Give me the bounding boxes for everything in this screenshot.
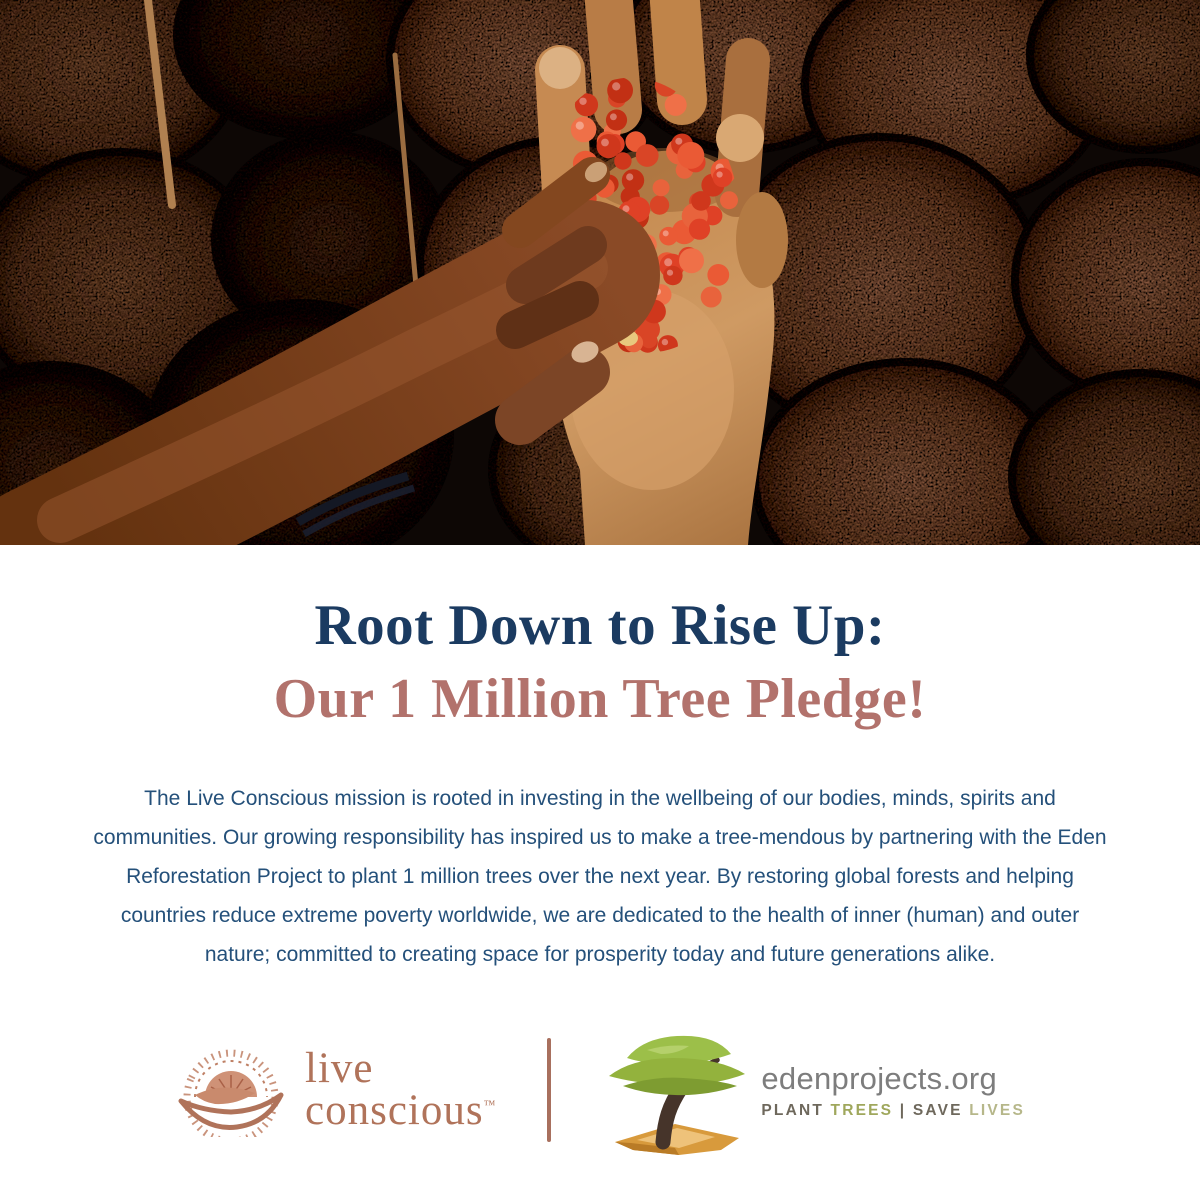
wordmark-live: live: [305, 1045, 374, 1093]
partner-logos-row: [0, 1024, 1200, 1156]
content-section: [0, 545, 1200, 1156]
body-line: The Live Conscious mission is rooted in investing in the wellbeing of our bodies, minds, spirits and: [144, 787, 1056, 811]
live-conscious-wordmark: [305, 1045, 496, 1135]
tagline-lives: LIVES: [969, 1101, 1025, 1119]
headline-line2: Our 1 Million Tree Pledge!: [273, 667, 927, 730]
tagline-trees: TREES: [830, 1101, 894, 1119]
eden-domain-text: edenprojects.org: [761, 1060, 998, 1096]
hero-photo-seeds-in-hands: [0, 0, 1200, 545]
body-line: Reforestation Project to plant 1 million trees over the next year. By restoring global forests and helping: [126, 865, 1074, 889]
eden-wordmark-block: [761, 1061, 1025, 1120]
mission-paragraph: [0, 779, 1200, 974]
body-line: countries reduce extreme poverty worldwide, we are dedicated to the health of inner (human) and outer: [120, 904, 1080, 928]
live-conscious-logo: [175, 1043, 495, 1137]
trademark-symbol: ™: [483, 1097, 496, 1112]
tagline-save: SAVE: [912, 1101, 963, 1119]
live-conscious-sunrise-leaf-icon: [175, 1043, 287, 1137]
wordmark-conscious: conscious: [305, 1087, 484, 1135]
body-line: communities. Our growing responsibility has inspired us to make a tree-mendous by partnering with the Eden: [93, 826, 1107, 850]
headline-line1: Root Down to Rise Up:: [314, 594, 886, 657]
eden-tree-icon: [603, 1024, 751, 1156]
vertical-divider: [547, 1038, 551, 1142]
eden-tagline: [761, 1102, 1025, 1120]
body-line: nature; committed to creating space for prosperity today and future generations alike.: [204, 943, 996, 967]
tagline-plant: PLANT: [761, 1101, 825, 1119]
eden-projects-logo: [603, 1024, 1025, 1156]
tagline-separator: |: [899, 1101, 907, 1119]
